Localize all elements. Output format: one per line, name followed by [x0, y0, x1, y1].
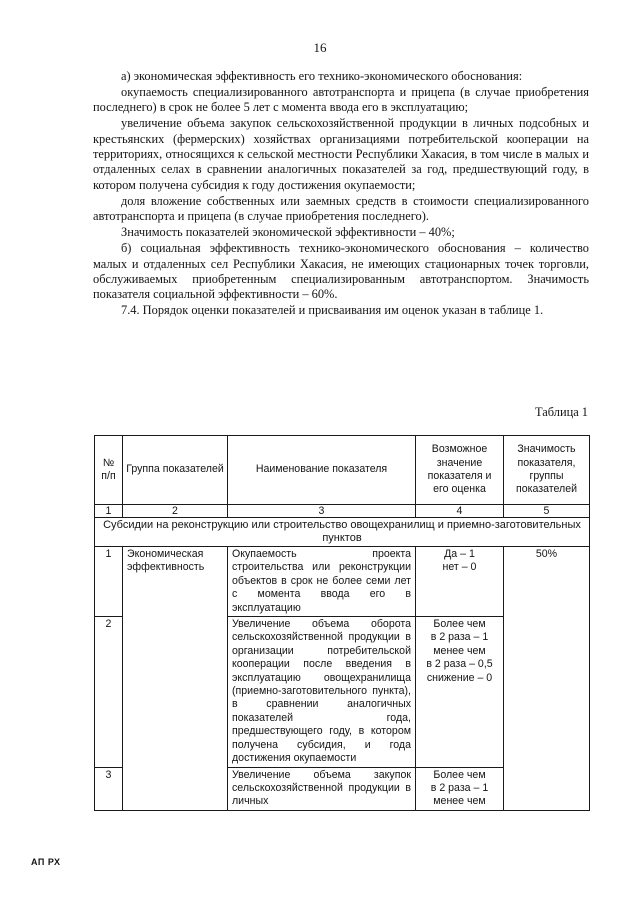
table-caption: Таблица 1	[535, 405, 588, 419]
row-value: Более чем в 2 раза – 1 менее чем	[416, 767, 504, 810]
paragraph-2: окупаемость специализированного автотранспорта и прицепа (в случае приобретения последнего) в срок не более 5 лет с момента ввода его в эксплуатацию;	[93, 85, 589, 115]
header-value: Возможное значение показателя и его оценка	[416, 436, 504, 505]
paragraph-1: а) экономическая эффективность его технико-экономического обоснования:	[121, 69, 523, 83]
row-value: Да – 1 нет – 0	[416, 547, 504, 617]
col-number: 3	[228, 505, 416, 518]
paragraph-3: увеличение объема закупок сельскохозяйственной продукции в личных подсобных и крестьянских (фермерских) хозяйствах организациями потребительской кооперации на территориях, относящихся к сельской местности Республики Хакасия, в том числе в малых и отдаленных селах в сравнении аналогичных показателей за год, предшествующий году, в котором получена субсидия к году достижения окупаемости;	[93, 116, 589, 192]
paragraph-5: Значимость показателей экономической эффективности – 40%;	[121, 225, 455, 240]
table-header-row	[95, 436, 590, 505]
header-name: Наименование показателя	[228, 436, 416, 505]
paragraph-7: 7.4. Порядок оценки показателей и присваивания им оценок указан в таблице 1.	[121, 303, 544, 318]
row-num: 2	[95, 617, 123, 767]
col-number: 5	[504, 505, 590, 518]
col-number: 2	[123, 505, 228, 518]
header-weight: Значимость показателя, группы показателей	[504, 436, 590, 505]
page-number: 16	[313, 40, 327, 55]
row-value: Более чем в 2 раза – 1 менее чем в 2 раза – 0,5 снижение – 0	[416, 617, 504, 767]
stamp-mark: АП РХ	[31, 857, 61, 867]
section-title: Субсидии на реконструкцию или строительство овощехранилищ и приемно-заготовительных пунктов	[95, 518, 590, 547]
row-num: 1	[95, 547, 123, 617]
row-group: Экономическая эффективность	[123, 547, 228, 811]
row-weight: 50%	[504, 547, 590, 811]
col-number: 1	[95, 505, 123, 518]
table-row	[95, 547, 590, 617]
header-group: Группа показателей	[123, 436, 228, 505]
col-number: 4	[416, 505, 504, 518]
paragraph-6: б) социальная эффективность технико-экономического обоснования – количество малых и отдаленных сел Республики Хакасия, не имеющих стационарных точек торговли, обслуживаемых приобретенным специализированным автотранспортом. Значимость показателя социальной эффективности – 60%.	[93, 241, 589, 302]
section-row	[95, 518, 590, 547]
row-name: Окупаемость проекта строительства или реконструкции объектов в срок не более семи лет с момента ввода его в эксплуатацию	[228, 547, 416, 617]
column-number-row	[95, 505, 590, 518]
body-text	[93, 69, 589, 319]
paragraph-4: доля вложение собственных или заемных средств в стоимости специализированного автотранспорта и прицепа (в случае приобретения последнего).	[93, 193, 589, 224]
evaluation-table	[94, 435, 590, 811]
row-name: Увеличение объема оборота сельскохозяйственной продукции в организации потребительской кооперации после введения в эксплуатацию овощехранилища (приемно-заготовительного пункта), в сравнении аналогичных показателей года, предшествующего году, в котором получена субсидия, и года достижения окупаемости	[228, 617, 416, 767]
row-name: Увеличение объема закупок сельскохозяйственной продукции в личных	[228, 767, 416, 810]
header-num: № п/п	[95, 436, 123, 505]
row-num: 3	[95, 767, 123, 810]
